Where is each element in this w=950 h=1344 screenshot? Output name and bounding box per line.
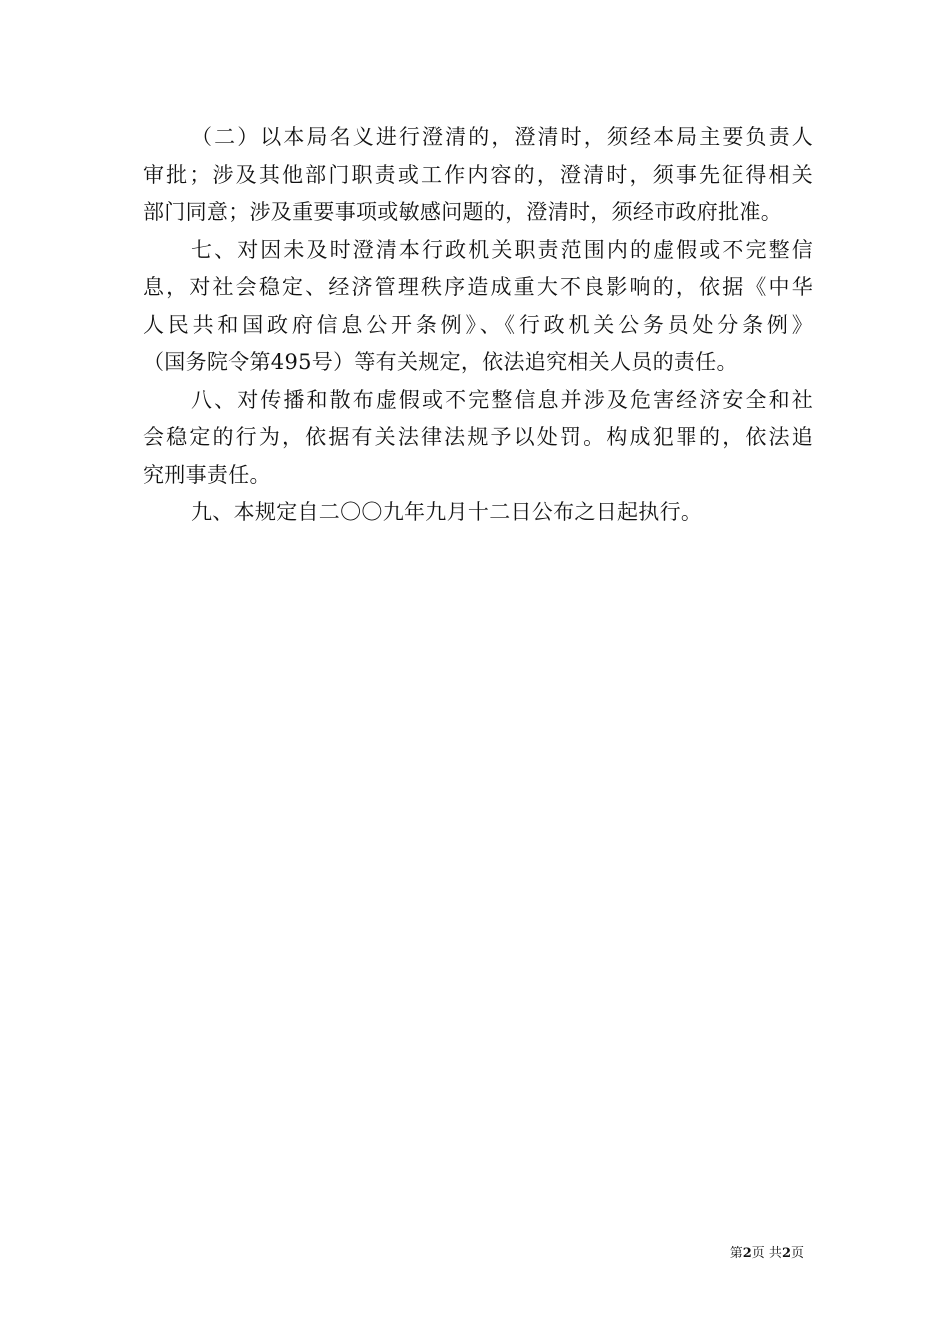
footer-prefix: 第 xyxy=(729,1246,743,1261)
total-pages-number: 2 xyxy=(781,1246,791,1261)
text-line: 九、本规定自二〇〇九年九月十二日公布之日起执行。 xyxy=(191,500,703,524)
paragraph-article-nine xyxy=(143,494,813,532)
document-body xyxy=(143,119,813,532)
page-number-footer xyxy=(730,1245,804,1263)
footer-suffix: 页 xyxy=(790,1246,804,1261)
text-line: 人民共和国政府信息公开条例》、《行政机关公务员处分条例》 xyxy=(143,312,813,337)
paragraph-article-eight xyxy=(143,382,813,495)
paragraph-clarification-approval xyxy=(143,119,813,232)
footer-middle: 页 共 xyxy=(751,1246,782,1261)
text-line: 八、对传播和散布虚假或不完整信息并涉及危害经济安全和社 xyxy=(191,387,813,412)
current-page-number: 2 xyxy=(742,1246,752,1261)
text-line: 审批；涉及其他部门职责或工作内容的，澄清时，须事先征得相关 xyxy=(143,162,813,187)
paragraph-article-seven xyxy=(143,232,813,382)
text-line: 究刑事责任。 xyxy=(143,462,271,487)
text-line: 会稳定的行为，依据有关法律法规予以处罚。构成犯罪的，依法追 xyxy=(143,425,813,449)
text-line: （二）以本局名义进行澄清的，澄清时，须经本局主要负责人 xyxy=(191,125,813,149)
text-line: 息，对社会稳定、经济管理秩序造成重大不良影响的，依据《中华 xyxy=(143,275,813,299)
text-line: 部门同意；涉及重要事项或敏感问题的，澄清时，须经市政府批准。 xyxy=(143,200,782,224)
text-line: 七、对因未及时澄清本行政机关职责范围内的虚假或不完整信 xyxy=(191,237,813,262)
text-line: （国务院令第495号）等有关规定，依法追究相关人员的责任。 xyxy=(143,350,738,374)
